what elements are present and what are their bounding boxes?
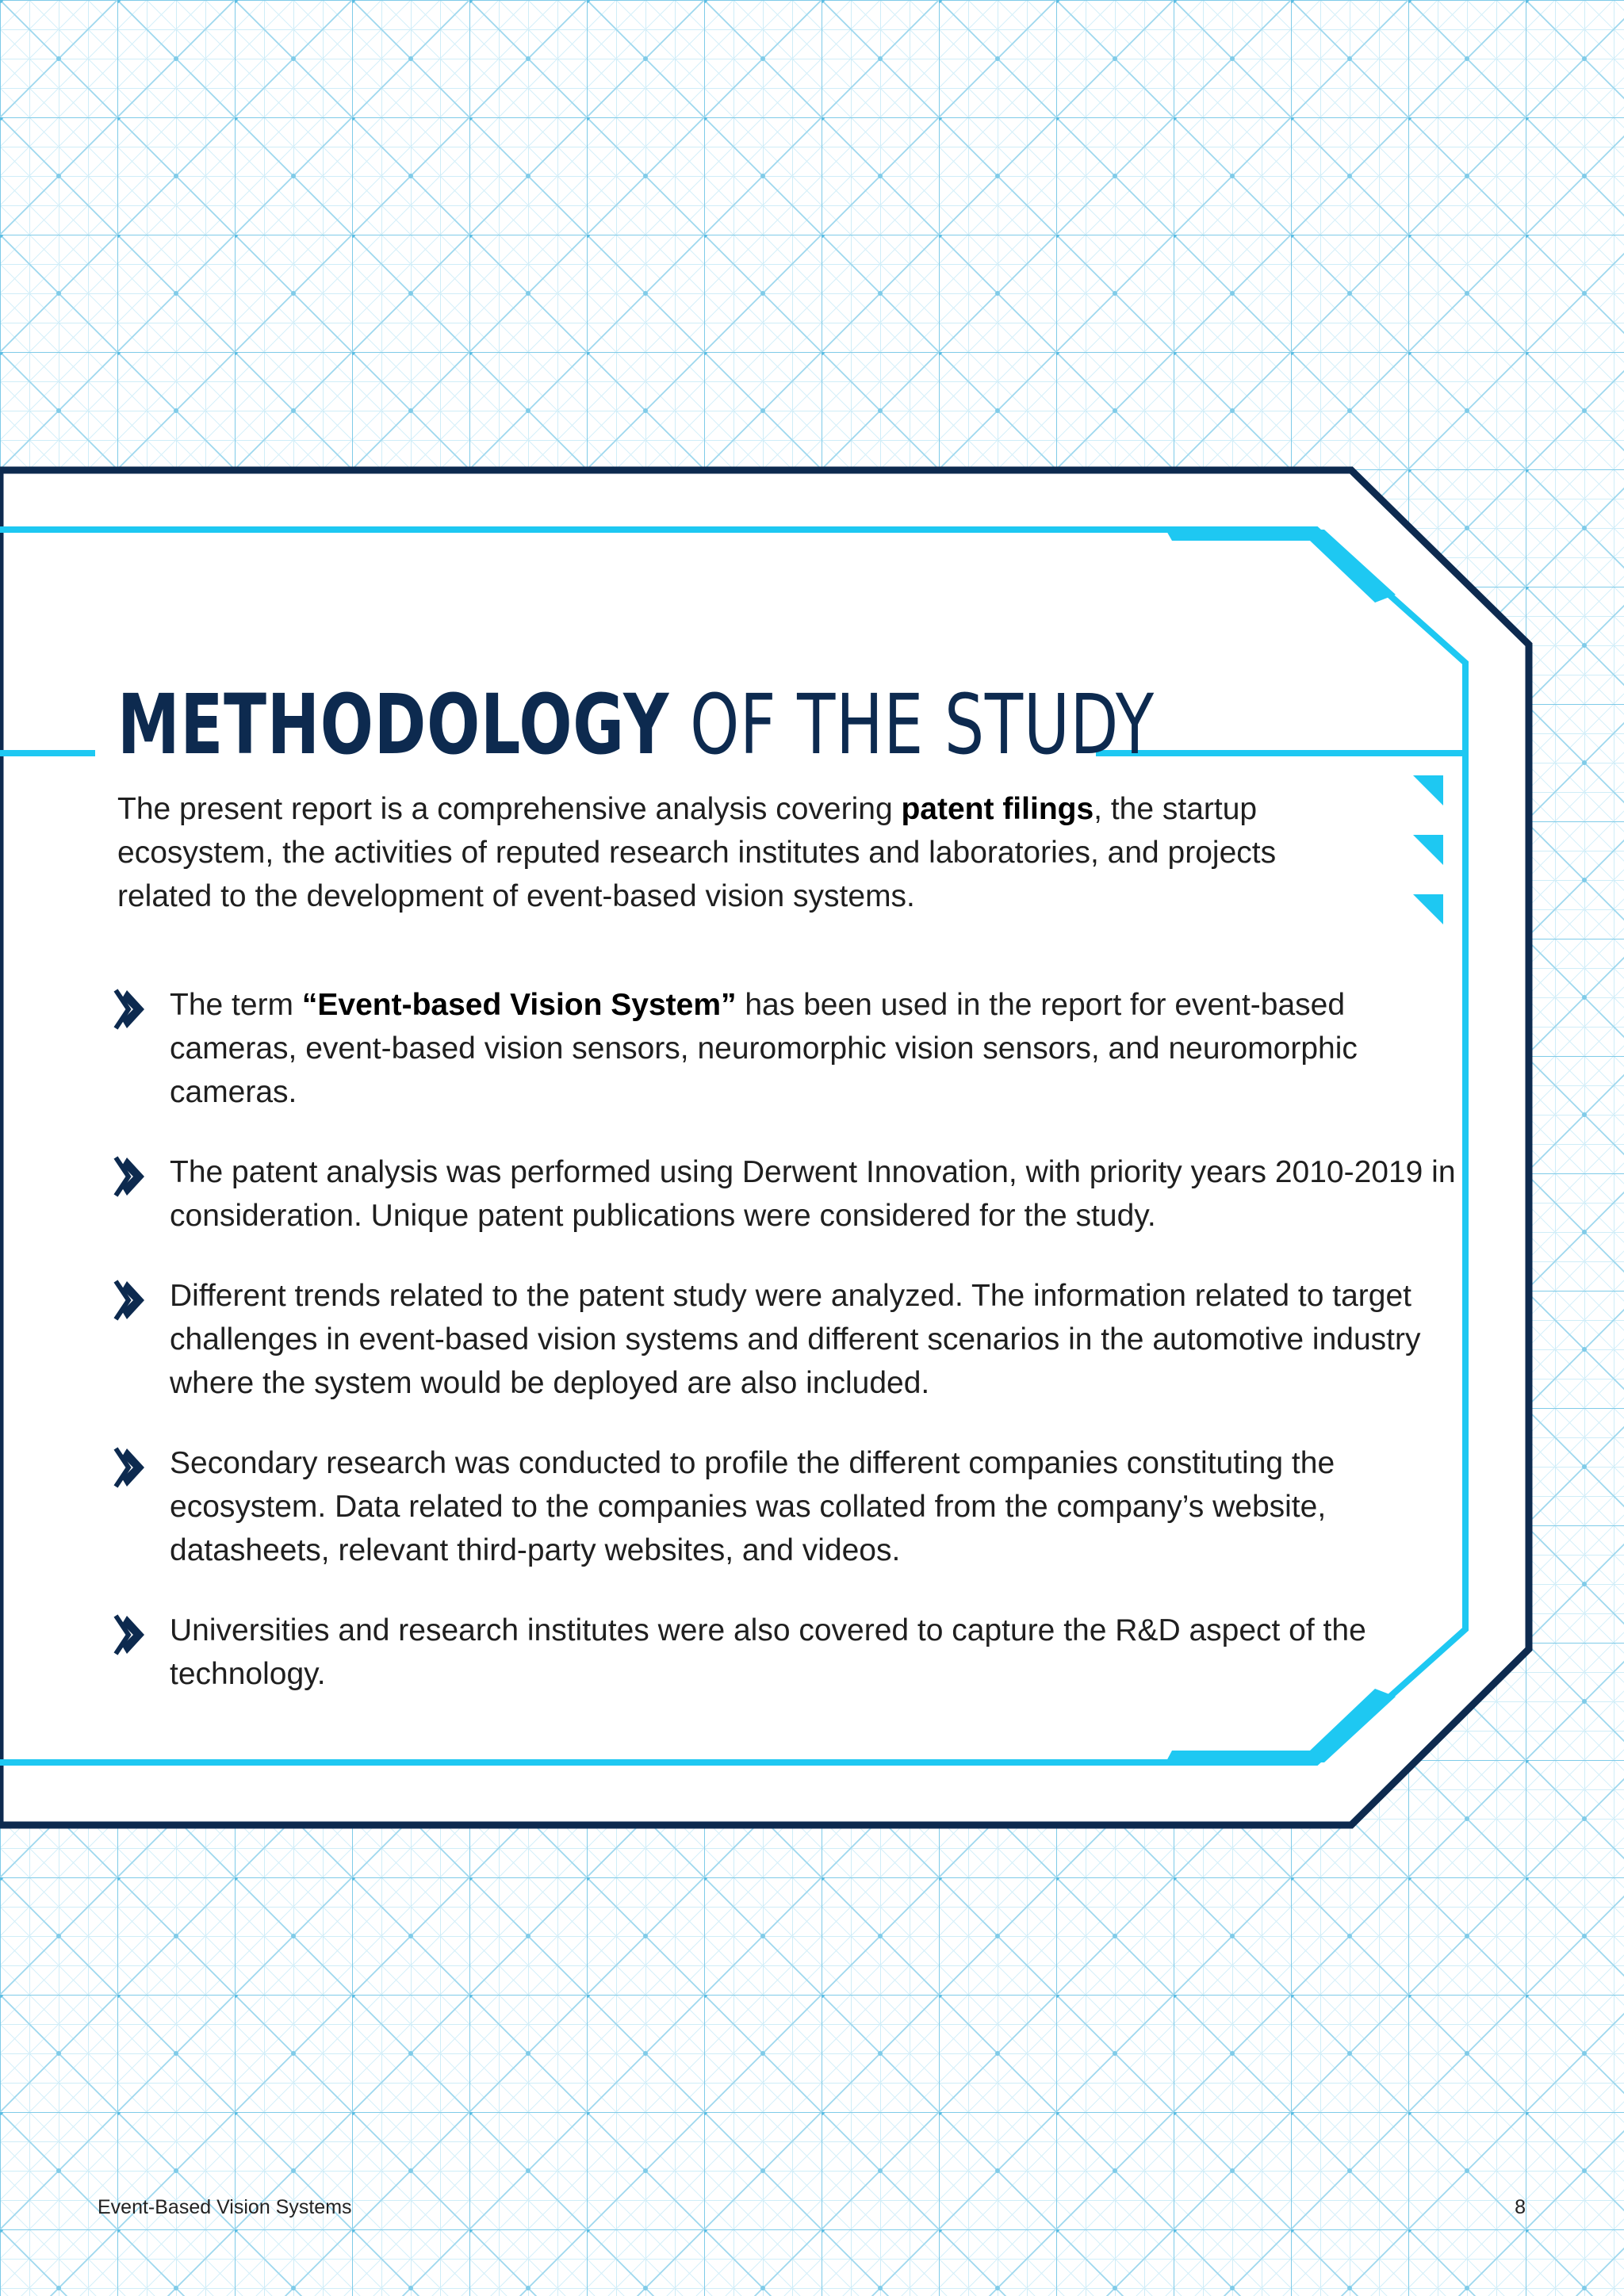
list-item (113, 1150, 1461, 1238)
footer-document-title: Event-Based Vision Systems (98, 2196, 352, 2218)
list-item-text (170, 983, 1461, 1114)
page-title (117, 675, 1155, 774)
footer-page-number: 8 (1515, 2196, 1526, 2218)
list-item-text (170, 1150, 1461, 1238)
double-chevron-right-icon (113, 1153, 149, 1200)
double-chevron-right-icon (113, 985, 149, 1033)
list-item (113, 1441, 1461, 1572)
item-text-before: Secondary research was conducted to profile the different companies constituting the ecosystem. Data related to the companies was collated from the company’s website, datasheets, relevant third-party websites, and videos. (170, 1446, 1335, 1567)
title-strong: METHODOLOGY (117, 676, 670, 773)
double-chevron-right-icon (113, 1611, 149, 1659)
intro-text-before: The present report is a comprehensive analysis covering (117, 792, 902, 826)
double-chevron-right-icon (113, 1276, 149, 1324)
list-item (113, 1609, 1461, 1696)
methodology-list (113, 983, 1461, 1732)
list-item (113, 1274, 1461, 1405)
double-chevron-right-icon (113, 1444, 149, 1491)
item-text-before: The patent analysis was performed using Derwent Innovation, with priority years 2010-2019 in consideration. Unique patent publications were considered for the study. (170, 1155, 1456, 1233)
list-item-text (170, 1274, 1461, 1405)
list-item-text (170, 1441, 1461, 1572)
item-text-before: Universities and research institutes were also covered to capture the R&D aspect of the technology. (170, 1613, 1366, 1691)
title-light: OF THE STUDY (669, 676, 1155, 773)
list-item-text (170, 1609, 1461, 1696)
item-text-before: The term (170, 988, 302, 1022)
intro-text-bold: patent filings (901, 792, 1094, 826)
item-text-after: has been used in the report for event-based cameras, event-based vision sensors, neuromorphic vision sensors, and neuromorphic cameras. (170, 988, 1358, 1109)
item-text-before: Different trends related to the patent study were analyzed. The information related to target challenges in event-based vision systems and different scenarios in the automotive industry where the system would be deployed are also included. (170, 1279, 1421, 1400)
intro-text-after: , the startup ecosystem, the activities of reputed research institutes and laboratories, and projects related to the development of event-based vision systems. (117, 792, 1277, 913)
intro-paragraph (117, 787, 1378, 918)
list-item (113, 983, 1461, 1114)
item-text-bold: “Event-based Vision System” (301, 988, 737, 1022)
